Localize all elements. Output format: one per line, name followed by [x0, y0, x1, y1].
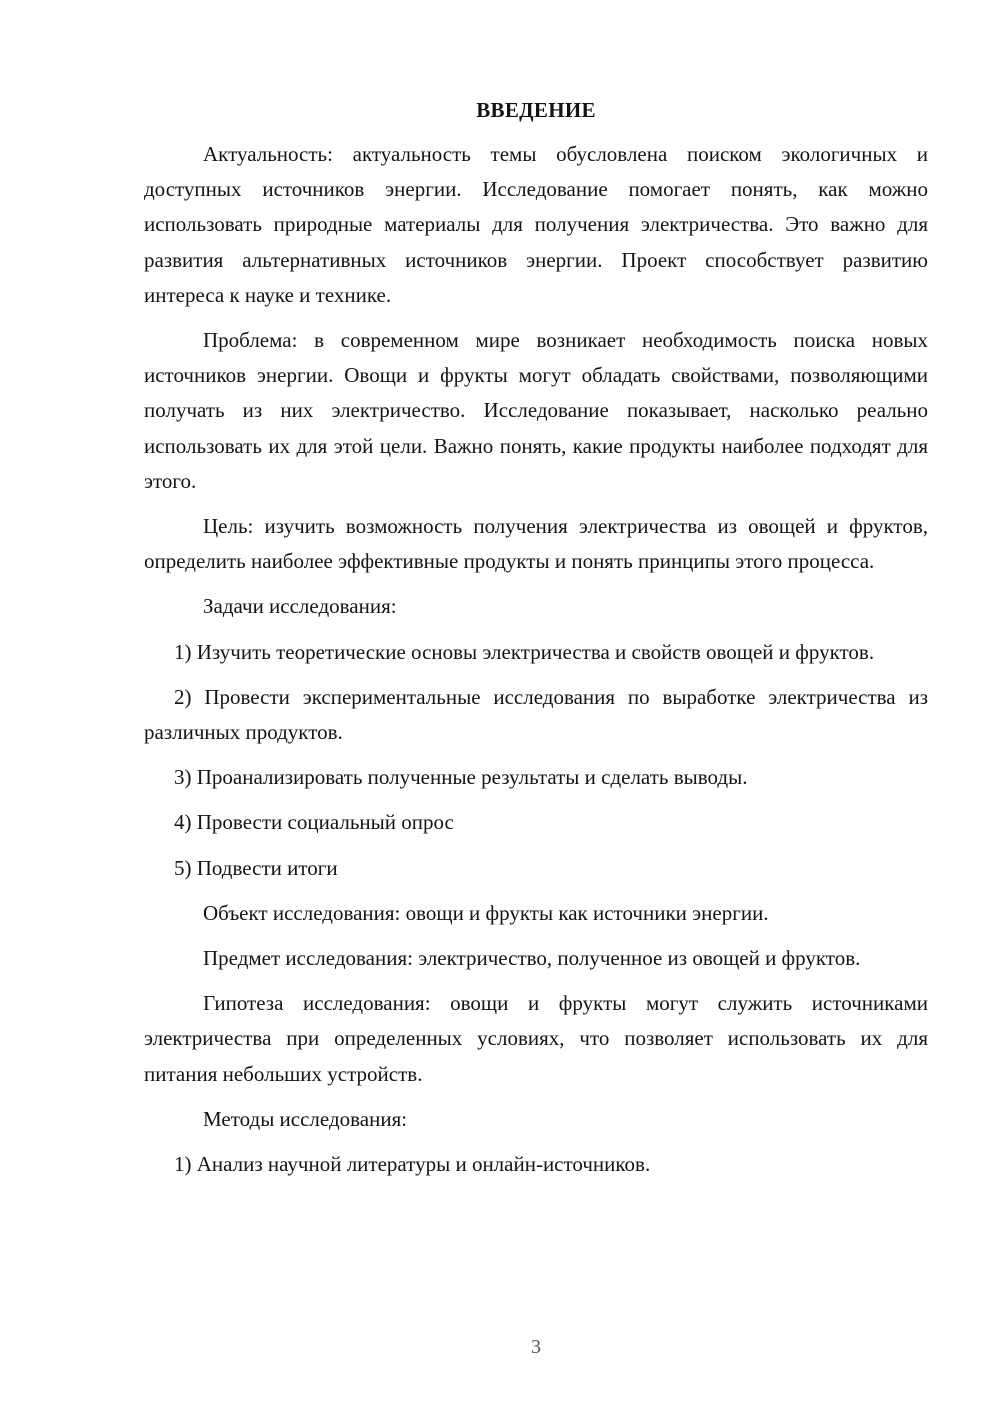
problem-paragraph: Проблема: в современном мире возникает необходимость поиска новых источников энергии. Овощи и фрукты могут обладать свойствами, позволяющими получать из них электричество. Исследование показывает, насколько реально использовать их для этой цели. Важно понять, какие продукты наиболее подходят для этого.	[144, 328, 928, 493]
page-number: 3	[531, 1336, 541, 1358]
method-item: 1) Анализ научной литературы и онлайн-источников.	[174, 1152, 651, 1177]
goal-paragraph: Цель: изучить возможность получения электричества из овощей и фруктов, определить наиболее эффективные продукты и понять принципы этого процесса.	[144, 514, 928, 574]
methods-heading: Методы исследования:	[203, 1106, 408, 1131]
task-item: 5) Подвести итоги	[174, 855, 338, 880]
subject-paragraph: Предмет исследования: электричество, полученное из овощей и фруктов.	[203, 946, 861, 971]
tasks-heading: Задачи исследования:	[203, 594, 397, 619]
relevance-paragraph: Актуальность: актуальность темы обусловлена поиском экологичных и доступных источников энергии. Исследование помогает понять, как можно использовать природные материалы для получения электричества. Это важно для развития альтернативных источников энергии. Проект способствует развитию интереса к науке и технике.	[144, 142, 928, 307]
task-item: 1) Изучить теоретические основы электричества и свойств овощей и фруктов.	[174, 639, 875, 664]
task-item: 4) Провести социальный опрос	[174, 810, 454, 835]
object-paragraph: Объект исследования: овощи и фрукты как источники энергии.	[203, 900, 769, 925]
page-title: ВВЕДЕНИЕ	[476, 98, 596, 122]
task-item: 2) Провести экспериментальные исследования по выработке электричества из различных продуктов.	[144, 684, 928, 745]
document-page	[144, 95, 928, 1182]
hypothesis-paragraph: Гипотеза исследования: овощи и фрукты могут служить источниками электричества при определенных условиях, что позволяет использовать их для питания небольших устройств.	[144, 991, 928, 1086]
task-item: 3) Проанализировать полученные результаты и сделать выводы.	[174, 765, 748, 790]
